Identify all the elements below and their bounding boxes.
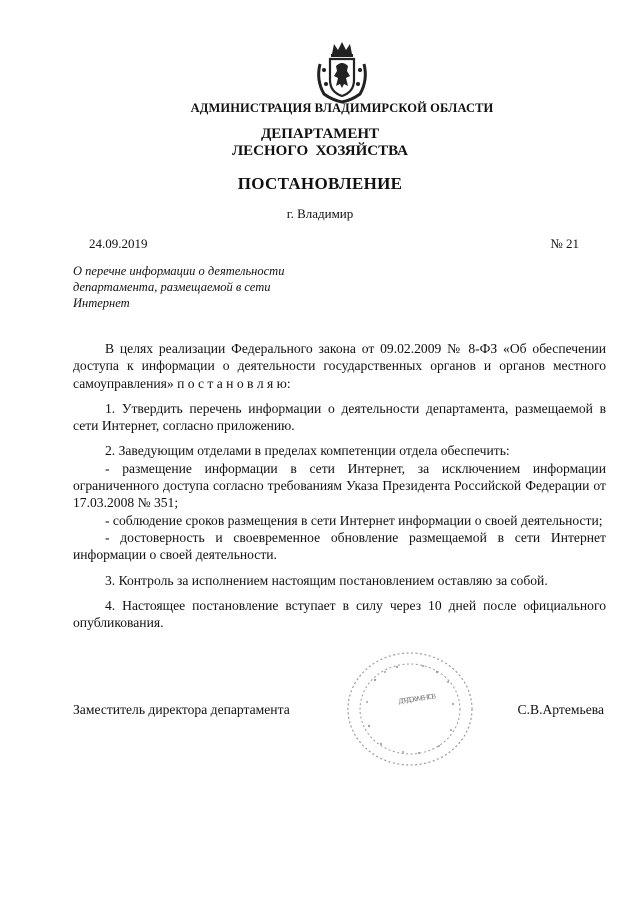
item-2-paragraph: 2. Заведующим отделами в пределах компетенции отдела обеспечить:	[105, 443, 510, 459]
subject-line: Интернет	[73, 296, 130, 310]
document-body	[73, 340, 606, 631]
document-type: ПОСТАНОВЛЕНИЕ	[237, 174, 403, 193]
stamp-text: ДЛЯ ДОКУМЕНТОВ	[397, 693, 437, 706]
signer-name: С.В.Артемьева	[517, 702, 604, 717]
document-number: № 21	[550, 236, 579, 251]
document-date: 24.09.2019	[89, 236, 148, 251]
item-2-subitem: - достоверность и своевременное обновление размещаемой в сети Интернет информации о своей деятельности.	[73, 529, 606, 563]
administration-name: АДМИНИСТРАЦИЯ ВЛАДИМИРСКОЙ ОБЛАСТИ	[190, 101, 494, 115]
department-name-line2: ЛЕСНОГО ХОЗЯЙСТВА	[231, 143, 408, 159]
department-name-line1: ДЕПАРТАМЕНТ	[260, 126, 380, 142]
item-2-subitem: - соблюдение сроков размещения в сети Интернет информации о своей деятельности;	[105, 512, 603, 528]
signer-title: Заместитель директора департамента	[73, 702, 290, 717]
item-3-paragraph: 3. Контроль за исполнением настоящим постановлением оставляю за собой.	[105, 572, 548, 588]
subject-line: О перечне информации о деятельности	[73, 264, 285, 278]
item-2-subitem: - размещение информации в сети Интернет, за исключением информации ограниченного доступа согласно требованиям Указа Президента Российской Федерации от 17.03.2008 № 351;	[73, 460, 606, 511]
coat-of-arms-icon	[312, 40, 372, 104]
preamble-paragraph: В целях реализации Федерального закона от 09.02.2009 № 8-ФЗ «Об обеспечении доступа к информации о деятельности государственных органов и органов местного самоуправления» п о с т а н о в л я ю:	[73, 341, 606, 391]
seal-stamp-icon	[345, 650, 475, 768]
item-1-paragraph: 1. Утвердить перечень информации о деятельности департамента, размещаемой в сети Интернет, согласно приложению.	[73, 400, 606, 434]
item-4-paragraph: 4. Настоящее постановление вступает в силу через 10 дней после официального опубликования.	[73, 597, 606, 631]
subject-line: департамента, размещаемой в сети	[73, 280, 271, 294]
document-subject	[73, 263, 333, 311]
city: г. Владимир	[286, 206, 354, 221]
